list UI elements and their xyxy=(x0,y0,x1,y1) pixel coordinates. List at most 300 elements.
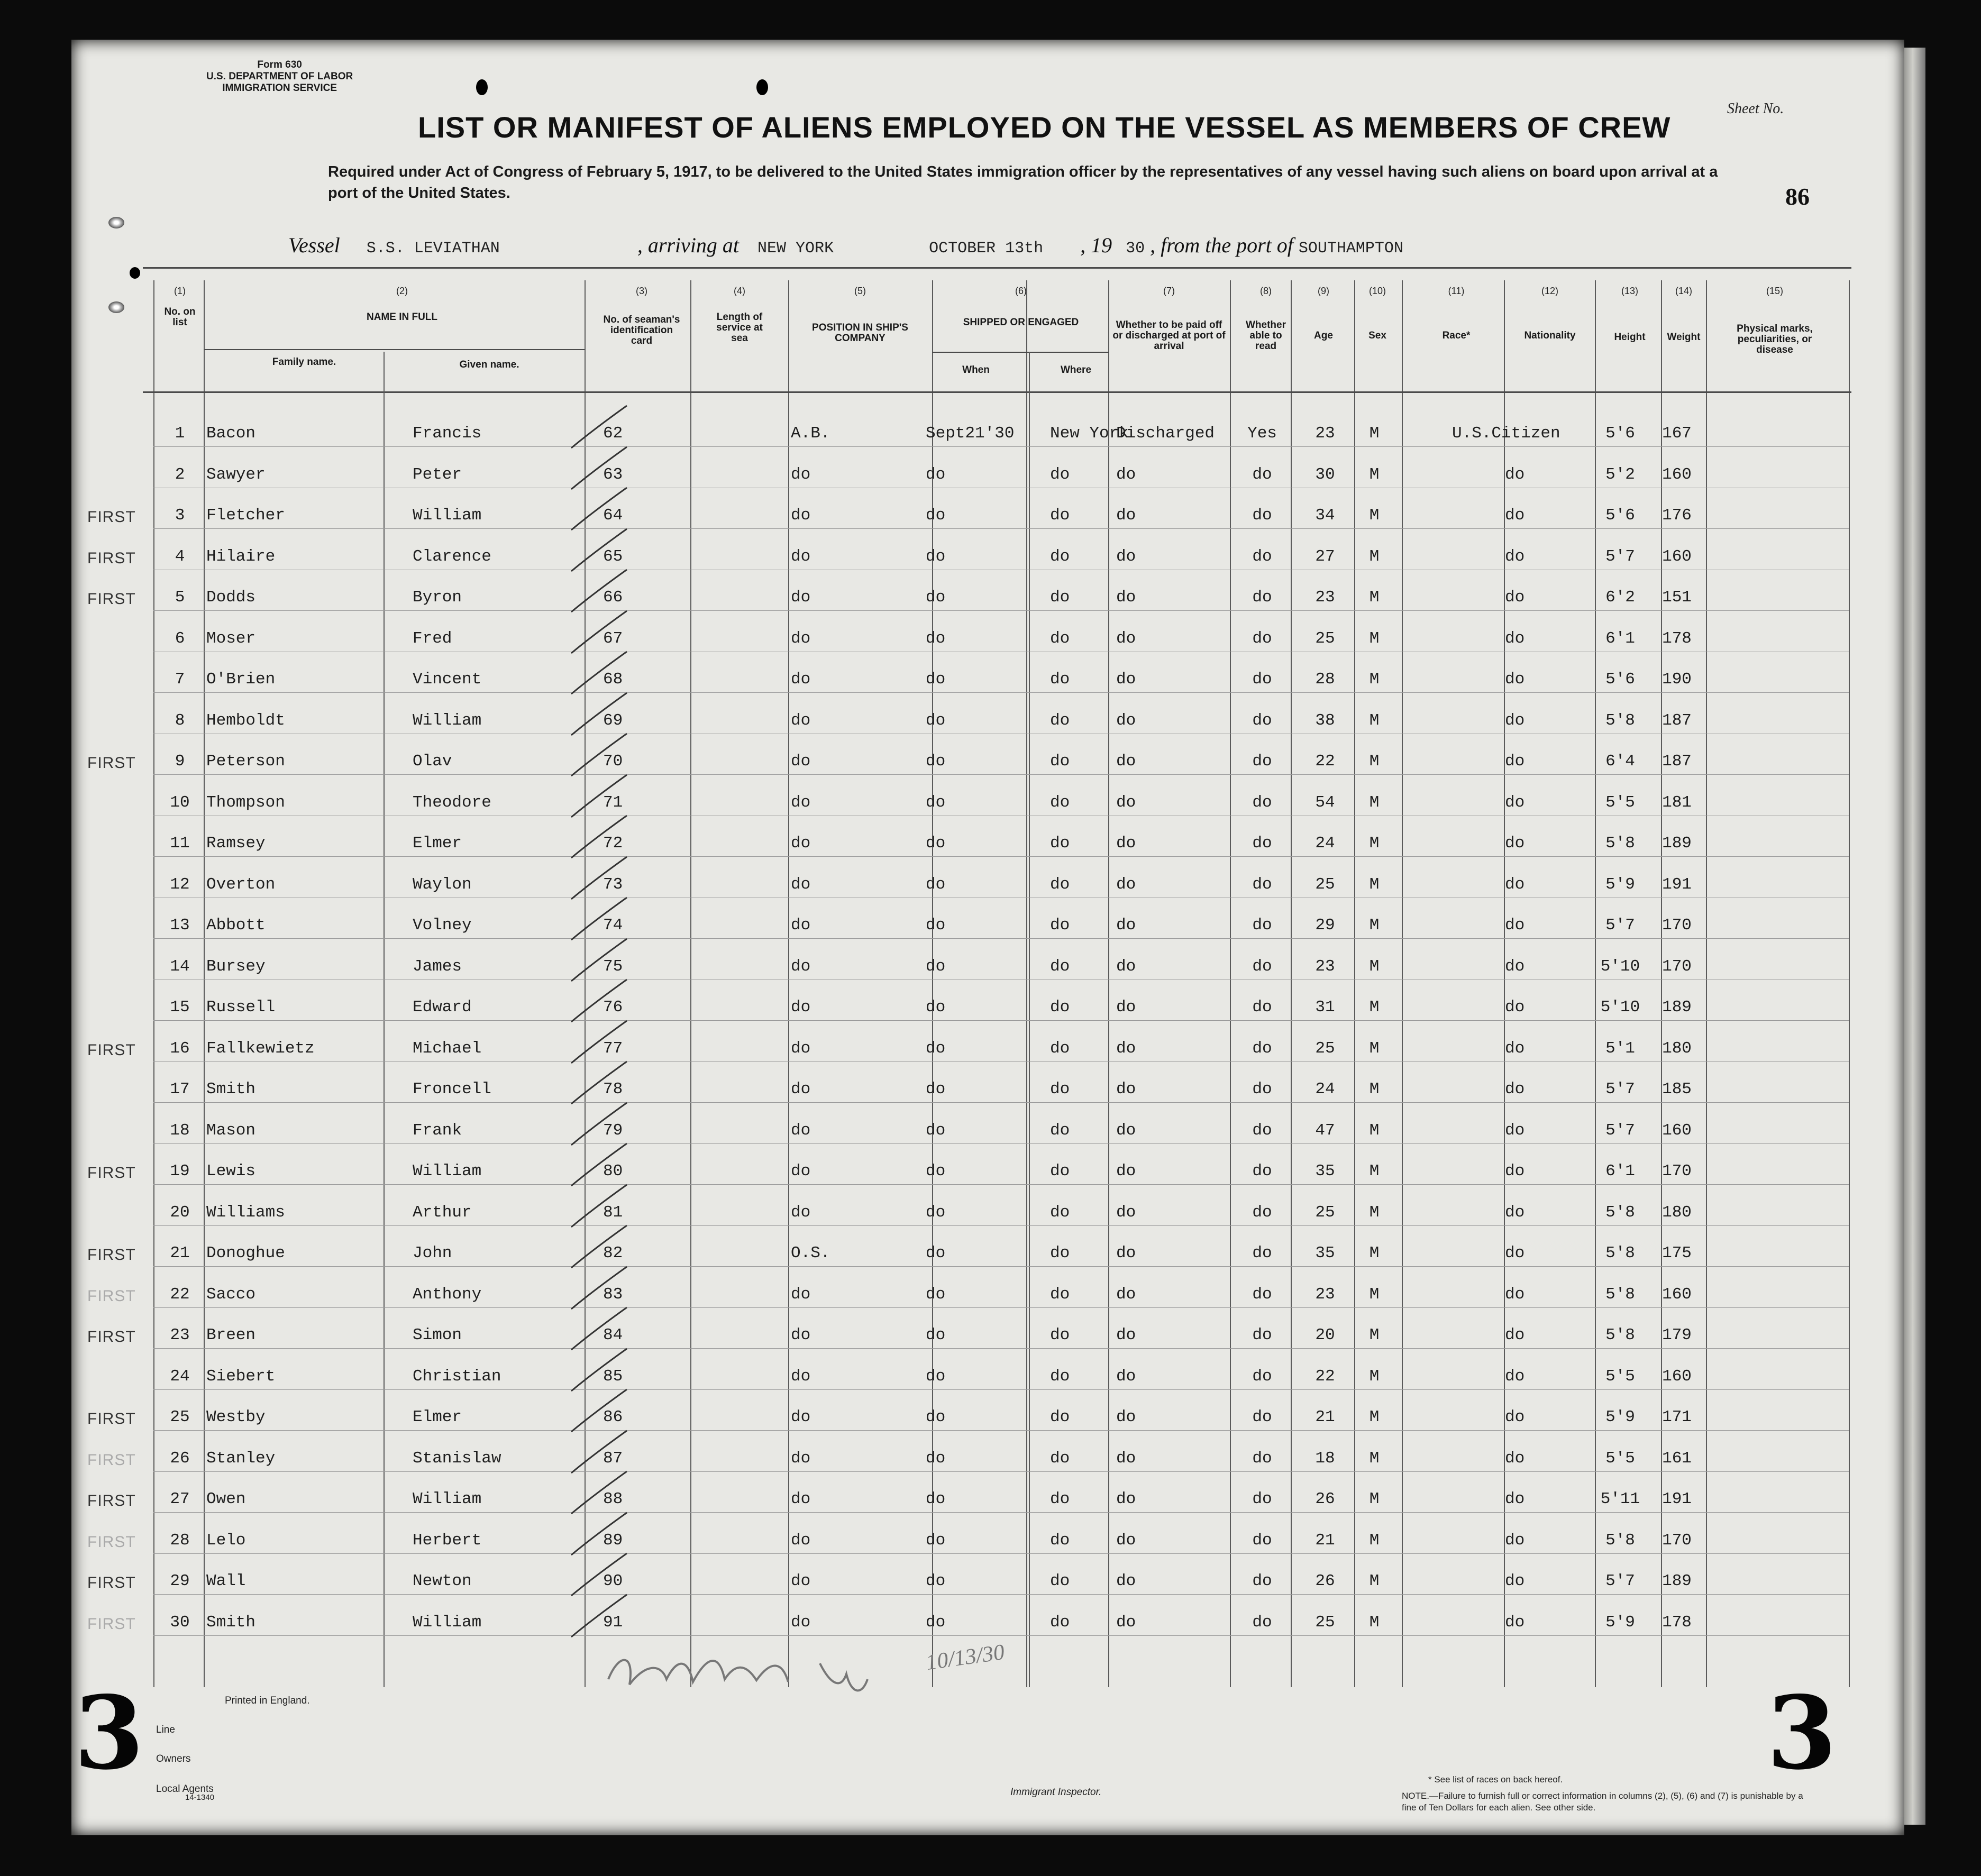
check-mark xyxy=(566,1100,629,1148)
shipped-where: New York xyxy=(1050,424,1129,443)
col-number: (10) xyxy=(1368,286,1386,296)
row-rule xyxy=(153,1635,1849,1636)
paid-off: do xyxy=(1116,1121,1136,1140)
paid-off: do xyxy=(1116,1367,1136,1386)
shipped-when: do xyxy=(926,711,946,730)
header-race: Race* xyxy=(1442,330,1471,341)
weight: 170 xyxy=(1662,957,1692,976)
family-name: Dodds xyxy=(206,588,256,607)
age: 25 xyxy=(1315,629,1335,648)
header-shipped-engaged: SHIPPED OR ENGAGED xyxy=(963,317,1079,328)
shipped-where: do xyxy=(1050,1162,1070,1180)
given-name: Michael xyxy=(413,1039,482,1058)
row-number: 20 xyxy=(170,1203,190,1222)
shipped-where: do xyxy=(1050,1326,1070,1344)
nationality: do xyxy=(1505,1449,1525,1468)
card-number: 75 xyxy=(603,957,623,976)
row-number: 12 xyxy=(170,875,190,894)
age: 47 xyxy=(1315,1121,1335,1140)
margin-note: FIRST xyxy=(87,1041,136,1059)
weight: 160 xyxy=(1662,465,1692,484)
given-name: Olav xyxy=(413,752,452,771)
margin-note: FIRST xyxy=(87,1246,136,1264)
card-number: 82 xyxy=(603,1244,623,1262)
able-to-read: do xyxy=(1252,834,1272,853)
row-number: 4 xyxy=(175,547,185,566)
nationality: do xyxy=(1505,752,1525,771)
column-rule xyxy=(1504,280,1505,1687)
check-mark xyxy=(566,485,629,533)
able-to-read: do xyxy=(1252,1244,1272,1262)
nationality: do xyxy=(1505,834,1525,853)
given-name: Frank xyxy=(413,1121,462,1140)
header-sex: Sex xyxy=(1368,330,1386,341)
row-rule xyxy=(153,1307,1849,1308)
shipped-when: do xyxy=(926,1449,946,1468)
family-name: Sacco xyxy=(206,1285,256,1304)
shipped-where: do xyxy=(1050,1244,1070,1262)
able-to-read: do xyxy=(1252,711,1272,730)
card-number: 88 xyxy=(603,1490,623,1508)
able-to-read: do xyxy=(1252,1490,1272,1508)
column-rule xyxy=(204,280,205,1687)
card-number: 64 xyxy=(603,506,623,525)
weight: 189 xyxy=(1662,998,1692,1017)
column-rule xyxy=(1026,280,1027,1687)
nationality: do xyxy=(1505,670,1525,689)
weight: 178 xyxy=(1662,1613,1692,1632)
paid-off: do xyxy=(1116,1244,1136,1262)
position: do xyxy=(791,506,811,525)
check-mark xyxy=(566,403,629,451)
height: 5'7 xyxy=(1605,547,1635,566)
given-name: Clarence xyxy=(413,547,491,566)
paid-off: do xyxy=(1116,1285,1136,1304)
family-name: Owen xyxy=(206,1490,246,1508)
height: 6'2 xyxy=(1605,588,1635,607)
height: 5'8 xyxy=(1605,1203,1635,1222)
age: 24 xyxy=(1315,834,1335,853)
sex: M xyxy=(1369,1203,1380,1222)
given-name: Newton xyxy=(413,1572,472,1590)
sex: M xyxy=(1369,1244,1380,1262)
nationality: do xyxy=(1505,629,1525,648)
position: do xyxy=(791,1572,811,1590)
position: do xyxy=(791,465,811,484)
card-number: 69 xyxy=(603,711,623,730)
shipped-where: do xyxy=(1050,1080,1070,1099)
page-title: LIST OR MANIFEST OF ALIENS EMPLOYED ON THE VESSEL AS MEMBERS OF CREW xyxy=(418,111,1671,144)
sex: M xyxy=(1369,916,1380,935)
header-when: When xyxy=(962,364,990,376)
row-rule xyxy=(153,1389,1849,1390)
card-number: 68 xyxy=(603,670,623,689)
arriving-port: NEW YORK xyxy=(757,240,834,258)
nationality: do xyxy=(1505,1203,1525,1222)
nationality: do xyxy=(1505,547,1525,566)
given-name: Herbert xyxy=(413,1531,482,1550)
paid-off: do xyxy=(1116,1613,1136,1632)
family-name: Smith xyxy=(206,1080,256,1099)
given-name: William xyxy=(413,711,482,730)
shipped-when: do xyxy=(926,629,946,648)
paid-off: do xyxy=(1116,916,1136,935)
age: 35 xyxy=(1315,1162,1335,1180)
sheet-mark-right: 3 xyxy=(1767,1674,1837,1792)
row-number: 16 xyxy=(170,1039,190,1058)
shipped-when: do xyxy=(926,1613,946,1632)
height: 6'4 xyxy=(1605,752,1635,771)
family-name: Smith xyxy=(206,1613,256,1632)
able-to-read: do xyxy=(1252,629,1272,648)
vessel-line xyxy=(288,233,1403,258)
card-number: 79 xyxy=(603,1121,623,1140)
row-rule xyxy=(153,1143,1849,1144)
given-name: Stanislaw xyxy=(413,1449,501,1468)
header-nationality: Nationality xyxy=(1524,330,1576,341)
row-rule xyxy=(153,446,1849,447)
given-name: Waylon xyxy=(413,875,472,894)
position: do xyxy=(791,1490,811,1508)
arrival-date: OCTOBER 13th xyxy=(929,240,1044,258)
penalty-note: NOTE.—Failure to furnish full or correct information in columns (2), (5), (6) and (7) is punishable by a fine of Ten Dollars for each alien. See other side. xyxy=(1402,1791,1803,1813)
row-rule xyxy=(153,1594,1849,1595)
family-name: Mason xyxy=(206,1121,256,1140)
sex: M xyxy=(1369,834,1380,853)
check-mark xyxy=(566,567,629,615)
row-number: 3 xyxy=(175,506,185,525)
row-number: 29 xyxy=(170,1572,190,1590)
shipped-when: do xyxy=(926,1367,946,1386)
position: do xyxy=(791,547,811,566)
paid-off: do xyxy=(1116,1039,1136,1058)
family-name: O'Brien xyxy=(206,670,276,689)
check-mark xyxy=(566,1182,629,1230)
weight: 191 xyxy=(1662,875,1692,894)
margin-note: FIRST xyxy=(87,1328,136,1346)
check-mark xyxy=(566,854,629,902)
row-rule xyxy=(153,774,1849,775)
check-mark xyxy=(566,1469,629,1516)
given-name: Christian xyxy=(413,1367,501,1386)
position: do xyxy=(791,752,811,771)
shipped-when: do xyxy=(926,547,946,566)
age: 23 xyxy=(1315,588,1335,607)
age: 25 xyxy=(1315,1039,1335,1058)
able-to-read: do xyxy=(1252,1121,1272,1140)
card-number: 87 xyxy=(603,1449,623,1468)
able-to-read: do xyxy=(1252,1039,1272,1058)
check-mark xyxy=(566,444,629,492)
check-mark xyxy=(566,1059,629,1106)
family-name: Bacon xyxy=(206,424,256,443)
paid-off: do xyxy=(1116,1531,1136,1550)
height: 5'9 xyxy=(1605,1408,1635,1426)
col-number: (12) xyxy=(1541,286,1559,296)
sex: M xyxy=(1369,711,1380,730)
header-age: Age xyxy=(1314,330,1333,341)
age: 22 xyxy=(1315,1367,1335,1386)
row-rule xyxy=(153,1020,1849,1021)
family-name: Sawyer xyxy=(206,465,266,484)
paid-off: do xyxy=(1116,711,1136,730)
row-number: 21 xyxy=(170,1244,190,1262)
row-rule xyxy=(153,1266,1849,1267)
shipped-when: do xyxy=(926,1490,946,1508)
weight: 160 xyxy=(1662,1367,1692,1386)
card-number: 76 xyxy=(603,998,623,1017)
shipped-when: do xyxy=(926,1326,946,1344)
able-to-read: do xyxy=(1252,1449,1272,1468)
family-name: Ramsey xyxy=(206,834,266,853)
nationality: do xyxy=(1505,998,1525,1017)
check-mark xyxy=(566,895,629,942)
age: 23 xyxy=(1315,424,1335,443)
column-rule xyxy=(932,280,933,1687)
shipped-where: do xyxy=(1050,547,1070,566)
age: 31 xyxy=(1315,998,1335,1017)
nationality: do xyxy=(1505,506,1525,525)
header-name-in-full: NAME IN FULL xyxy=(366,312,438,323)
height: 5'5 xyxy=(1605,793,1635,812)
shipped-when: do xyxy=(926,1244,946,1262)
row-rule xyxy=(153,856,1849,857)
nationality: do xyxy=(1505,1162,1525,1180)
weight: 171 xyxy=(1662,1408,1692,1426)
able-to-read: do xyxy=(1252,465,1272,484)
age: 25 xyxy=(1315,1613,1335,1632)
margin-note: FIRST xyxy=(87,508,136,526)
family-name: Peterson xyxy=(206,752,285,771)
sex: M xyxy=(1369,424,1380,443)
given-name: Peter xyxy=(413,465,462,484)
header-able-to-read: Whether able to read xyxy=(1246,319,1286,352)
paid-off: do xyxy=(1116,588,1136,607)
shipped-where: do xyxy=(1050,1572,1070,1590)
height: 6'1 xyxy=(1605,1162,1635,1180)
weight: 170 xyxy=(1662,1531,1692,1550)
col-number: (11) xyxy=(1448,286,1465,296)
margin-note: FIRST xyxy=(87,1164,136,1182)
height: 5'7 xyxy=(1605,916,1635,935)
age: 23 xyxy=(1315,957,1335,976)
service: IMMIGRATION SERVICE xyxy=(222,83,337,94)
nationality: do xyxy=(1505,1572,1525,1590)
shipped-when: do xyxy=(926,916,946,935)
nationality: do xyxy=(1505,711,1525,730)
sex: M xyxy=(1369,957,1380,976)
age: 35 xyxy=(1315,1244,1335,1262)
check-mark xyxy=(566,1141,629,1188)
sex: M xyxy=(1369,629,1380,648)
sex: M xyxy=(1369,670,1380,689)
able-to-read: do xyxy=(1252,752,1272,771)
check-mark xyxy=(566,1223,629,1270)
row-number: 6 xyxy=(175,629,185,648)
paid-off: do xyxy=(1116,957,1136,976)
margin-note: FIRST xyxy=(87,549,136,567)
year-prefix: , 19 xyxy=(1080,233,1112,257)
height: 5'6 xyxy=(1605,670,1635,689)
paid-off: do xyxy=(1116,1449,1136,1468)
sheet-mark-left: 3 xyxy=(74,1674,144,1792)
sex: M xyxy=(1369,1572,1380,1590)
card-number: 90 xyxy=(603,1572,623,1590)
height: 5'6 xyxy=(1605,424,1635,443)
row-number: 5 xyxy=(175,588,185,607)
position: do xyxy=(791,1613,811,1632)
card-number: 73 xyxy=(603,875,623,894)
position: do xyxy=(791,916,811,935)
age: 26 xyxy=(1315,1572,1335,1590)
weight: 161 xyxy=(1662,1449,1692,1468)
age: 27 xyxy=(1315,547,1335,566)
position: do xyxy=(791,1408,811,1426)
paid-off: do xyxy=(1116,998,1136,1017)
race-note: * See list of races on back hereof. xyxy=(1428,1774,1563,1785)
sex: M xyxy=(1369,465,1380,484)
row-rule xyxy=(153,1225,1849,1226)
paid-off: do xyxy=(1116,547,1136,566)
given-name: Froncell xyxy=(413,1080,491,1099)
family-name: Breen xyxy=(206,1326,256,1344)
row-rule xyxy=(153,1512,1849,1513)
column-rule xyxy=(1849,280,1850,1687)
header-where: Where xyxy=(1060,364,1092,376)
height: 5'11 xyxy=(1600,1490,1640,1508)
card-number: 80 xyxy=(603,1162,623,1180)
able-to-read: do xyxy=(1252,998,1272,1017)
agents-label: Local Agents xyxy=(156,1783,214,1795)
able-to-read: do xyxy=(1252,506,1272,525)
vessel-name: S.S. LEVIATHAN xyxy=(366,240,500,258)
shipped-when: do xyxy=(926,957,946,976)
card-number: 65 xyxy=(603,547,623,566)
shipped-where: do xyxy=(1050,1039,1070,1058)
shipped-when: do xyxy=(926,1531,946,1550)
shipped-when: do xyxy=(926,1203,946,1222)
position: do xyxy=(791,957,811,976)
position: O.S. xyxy=(791,1244,830,1262)
height: 6'1 xyxy=(1605,629,1635,648)
able-to-read: do xyxy=(1252,957,1272,976)
shipped-where: do xyxy=(1050,1531,1070,1550)
shipped-where: do xyxy=(1050,834,1070,853)
shipped-where: do xyxy=(1050,1367,1070,1386)
vessel-rule xyxy=(143,267,1851,269)
column-rule xyxy=(1706,280,1707,1687)
family-name: Williams xyxy=(206,1203,285,1222)
check-mark xyxy=(566,1387,629,1434)
row-number: 14 xyxy=(170,957,190,976)
able-to-read: do xyxy=(1252,875,1272,894)
shipped-when: do xyxy=(926,998,946,1017)
family-name: Moser xyxy=(206,629,256,648)
height: 5'9 xyxy=(1605,1613,1635,1632)
header-rule xyxy=(143,391,1851,393)
column-rule xyxy=(690,280,691,1687)
header-card-number: No. of seaman's identification card xyxy=(603,314,680,346)
given-name: Anthony xyxy=(413,1285,482,1304)
card-number: 83 xyxy=(603,1285,623,1304)
given-name: Byron xyxy=(413,588,462,607)
header-weight: Weight xyxy=(1667,332,1701,343)
row-number: 13 xyxy=(170,916,190,935)
check-mark xyxy=(566,690,629,738)
weight: 170 xyxy=(1662,1162,1692,1180)
nationality: do xyxy=(1505,1408,1525,1426)
shipped-where: do xyxy=(1050,957,1070,976)
given-name: Fred xyxy=(413,629,452,648)
weight: 187 xyxy=(1662,752,1692,771)
row-rule xyxy=(153,1184,1849,1185)
margin-note: FIRST xyxy=(87,1451,136,1469)
sex: M xyxy=(1369,1080,1380,1099)
family-name: Siebert xyxy=(206,1367,276,1386)
check-mark xyxy=(566,936,629,984)
card-number: 71 xyxy=(603,793,623,812)
shipped-when: do xyxy=(926,1572,946,1590)
check-mark xyxy=(566,1592,629,1640)
card-number: 89 xyxy=(603,1531,623,1550)
able-to-read: do xyxy=(1252,1572,1272,1590)
form-number: Form 630 xyxy=(257,59,302,70)
year: 30 xyxy=(1126,240,1145,258)
header-given-name: Given name. xyxy=(459,359,519,370)
ink-blot xyxy=(756,79,768,95)
height: 5'10 xyxy=(1600,957,1640,976)
nationality: do xyxy=(1505,793,1525,812)
check-mark xyxy=(566,526,629,574)
row-rule xyxy=(153,1348,1849,1349)
sex: M xyxy=(1369,1285,1380,1304)
position: do xyxy=(791,1367,811,1386)
shipped-when: do xyxy=(926,1408,946,1426)
given-name: Elmer xyxy=(413,1408,462,1426)
ink-blot xyxy=(130,267,140,279)
shipped-where: do xyxy=(1050,1285,1070,1304)
family-name: Lewis xyxy=(206,1162,256,1180)
row-number: 27 xyxy=(170,1490,190,1508)
paid-off: do xyxy=(1116,793,1136,812)
paid-off: do xyxy=(1116,875,1136,894)
age: 38 xyxy=(1315,711,1335,730)
row-rule xyxy=(153,1553,1849,1554)
height: 5'8 xyxy=(1605,1244,1635,1262)
shipped-where: do xyxy=(1050,1449,1070,1468)
height: 5'2 xyxy=(1605,465,1635,484)
height: 5'8 xyxy=(1605,711,1635,730)
position: A.B. xyxy=(791,424,830,443)
nationality: do xyxy=(1505,1121,1525,1140)
age: 22 xyxy=(1315,752,1335,771)
card-number: 74 xyxy=(603,916,623,935)
check-mark xyxy=(566,1510,629,1558)
weight: 160 xyxy=(1662,1121,1692,1140)
family-name: Lelo xyxy=(206,1531,246,1550)
weight: 178 xyxy=(1662,629,1692,648)
family-name: Thompson xyxy=(206,793,285,812)
shipped-when: do xyxy=(926,670,946,689)
row-rule xyxy=(153,528,1849,529)
able-to-read: do xyxy=(1252,1613,1272,1632)
row-rule xyxy=(153,938,1849,939)
height: 5'7 xyxy=(1605,1080,1635,1099)
family-name: Westby xyxy=(206,1408,266,1426)
paid-off: do xyxy=(1116,1326,1136,1344)
able-to-read: do xyxy=(1252,670,1272,689)
height: 5'6 xyxy=(1605,506,1635,525)
